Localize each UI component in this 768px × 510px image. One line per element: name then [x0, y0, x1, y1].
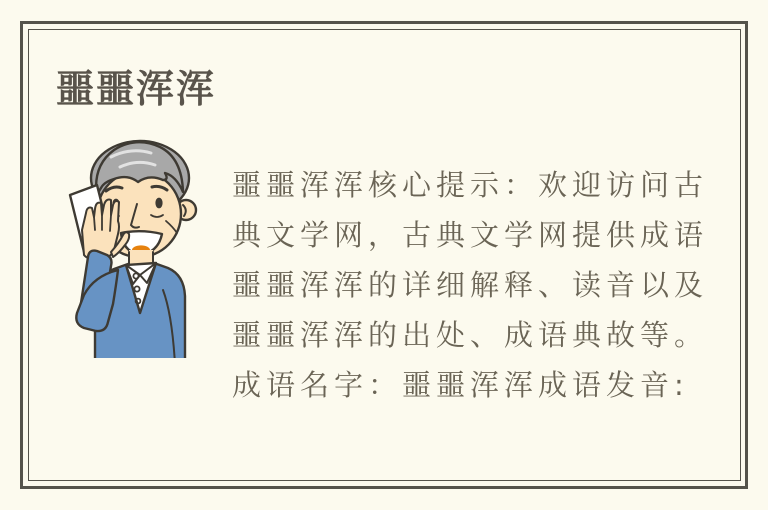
finger-line	[110, 215, 111, 231]
summary-text-block	[232, 160, 737, 410]
elderly-man-svg	[50, 124, 226, 358]
summary-line-4: 噩噩浑浑的出处、成语典故等。	[232, 318, 709, 352]
elderly-man-illustration	[50, 124, 226, 358]
summary-line-2: 典文学网，古典文学网提供成语	[232, 218, 709, 252]
summary-line-5: 成语名字：噩噩浑浑成语发音:	[232, 368, 689, 402]
page-title: 噩噩浑浑	[56, 67, 217, 111]
finger-line	[94, 217, 95, 230]
summary-line-3: 噩噩浑浑的详细解释、读音以及	[232, 268, 709, 302]
summary-line-1: 噩噩浑浑核心提示：欢迎访问古	[232, 168, 709, 202]
